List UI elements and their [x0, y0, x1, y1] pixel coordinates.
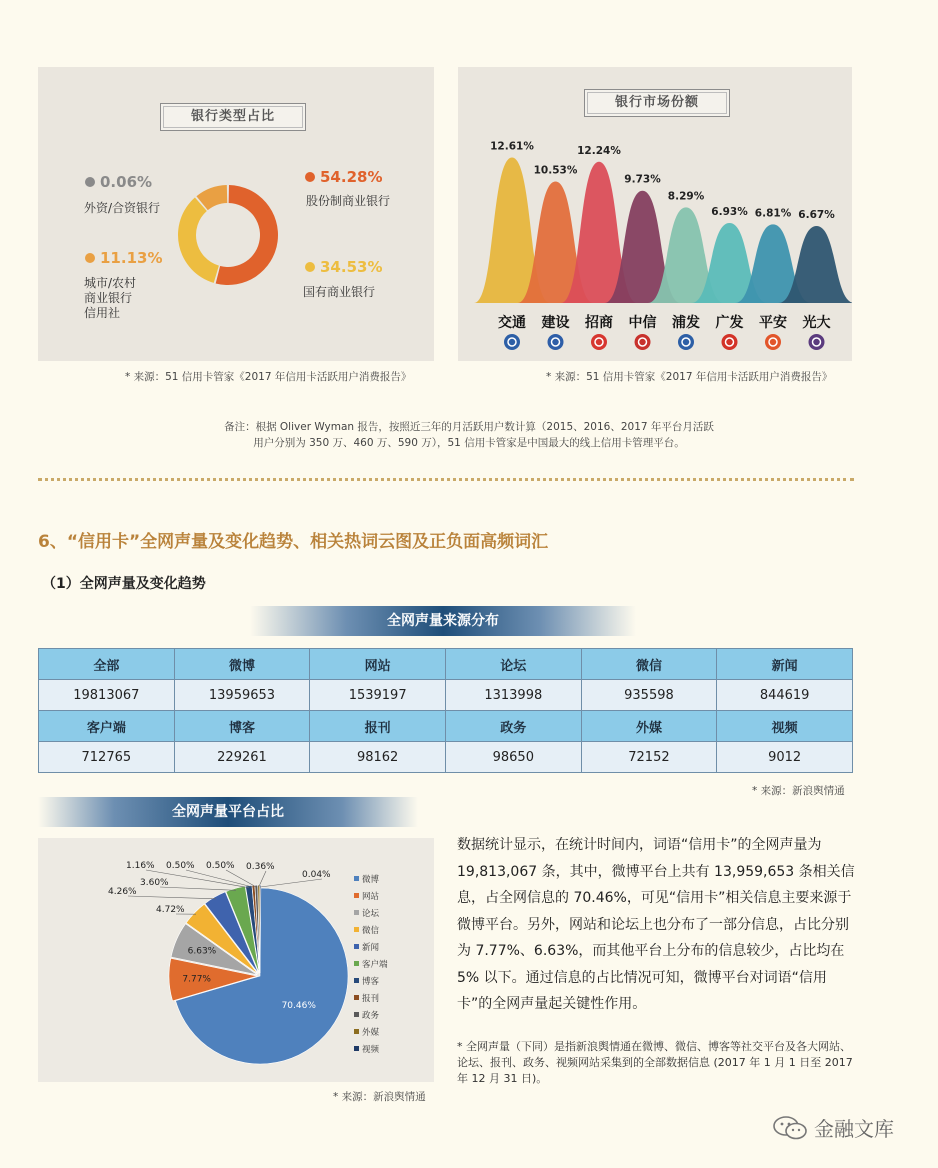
volume-table-banner: 全网声量来源分布 [250, 606, 636, 636]
bank-logo-icon [548, 334, 564, 350]
slice-percent-label: 11.13% [100, 249, 163, 267]
remark-line-2: 用户分别为 350 万、460 万、590 万），51 信用卡管家是中国最大的线上信用卡管理平台。 [253, 437, 685, 449]
pie-value-label: 4.72% [156, 905, 185, 915]
pie-value-label: 0.50% [206, 861, 235, 871]
legend-label: 客户端 [362, 960, 388, 970]
bank-logo-icon [722, 334, 738, 350]
table-header-cell: 客户端 [39, 711, 175, 742]
section-heading: 6、“信用卡”全网声量及变化趋势、相关热词云图及正负面高频词汇 [38, 532, 549, 552]
table-header-cell: 网站 [310, 649, 446, 680]
table-header-row [39, 711, 853, 742]
bank-logo-icon [591, 334, 607, 350]
bank-name-label: 浦发 [672, 315, 700, 331]
legend-label: 微博 [362, 875, 380, 885]
legend-label: 博客 [362, 977, 380, 987]
bank-name-label: 交通 [498, 315, 526, 331]
market-share-value-label: 6.93% [711, 206, 748, 219]
legend-label: 政务 [362, 1011, 380, 1021]
pie-value-label: 1.16% [126, 861, 155, 871]
bank-name-label: 光大 [802, 315, 831, 331]
legend-label: 新闻 [362, 943, 380, 953]
pie-leader-line [128, 896, 216, 899]
table-header-cell: 报刊 [310, 711, 446, 742]
market-share-value-label: 6.81% [754, 207, 792, 220]
legend-label: 网站 [362, 892, 380, 902]
table-header-cell: 微博 [174, 649, 310, 680]
bank-name-label: 中信 [628, 315, 657, 331]
table-header-cell: 微信 [581, 649, 717, 680]
bank-logo-icon [504, 334, 520, 350]
pie-value-label: 3.60% [140, 878, 169, 888]
table-row [39, 680, 853, 711]
market-share-value-label: 8.29% [667, 190, 705, 203]
market-share-chart [458, 67, 852, 361]
table-header-cell: 新闻 [717, 649, 853, 680]
bank-logo-icon [635, 334, 651, 350]
legend-dot [305, 172, 315, 182]
market-share-value-label: 9.73% [624, 173, 661, 186]
watermark-text: 金融文库 [814, 1117, 894, 1141]
bank-name-label: 招商 [585, 315, 613, 331]
slice-label: 外资/合资银行 [84, 201, 161, 215]
market-share-source: * 来源：51 信用卡管家《2017 年信用卡活跃用户消费报告》 [546, 371, 833, 383]
table-cell: 844619 [717, 680, 853, 711]
legend-swatch [354, 961, 359, 966]
platform-pie-source: * 来源：新浪舆情通 [333, 1091, 426, 1103]
remark-note [0, 419, 938, 451]
table-header-cell: 博客 [174, 711, 310, 742]
pie-leader-line [260, 879, 322, 887]
bank-logo-icon [809, 334, 825, 350]
platform-pie-banner: 全网声量平台占比 [38, 797, 418, 827]
bank-name-label: 广发 [715, 315, 744, 331]
table-header-cell: 外媒 [581, 711, 717, 742]
market-share-value-label: 12.24% [577, 144, 621, 157]
slice-label: 股份制商业银行 [306, 194, 391, 208]
slice-label: 国有商业银行 [303, 285, 376, 299]
legend-swatch [354, 927, 359, 932]
legend-swatch [354, 978, 359, 983]
footnote: * 全网声量（下同）是指新浪舆情通在微博、微信、博客等社交平台及各大网站、论坛、报刊、政务、视频网站采集到的全部数据信息 (2017 年 1 月 1 日至 2017 年 12 月 31 日)。 [457, 1040, 853, 1085]
table-cell: 1313998 [445, 680, 581, 711]
slice-label: 商业银行 [84, 291, 133, 305]
legend-label: 微信 [362, 926, 380, 936]
legend-label: 视频 [362, 1045, 380, 1055]
legend-dot [85, 177, 95, 187]
wechat-icon [772, 1115, 808, 1141]
legend-swatch [354, 876, 359, 881]
bank-name-label: 平安 [759, 315, 787, 331]
table-cell: 229261 [174, 742, 310, 773]
slice-percent-label: 34.53% [320, 258, 383, 276]
table-cell: 9012 [717, 742, 853, 773]
slice-percent-label: 54.28% [320, 168, 383, 186]
table-header-cell: 论坛 [445, 649, 581, 680]
legend-swatch [354, 1046, 359, 1051]
legend-swatch [354, 1029, 359, 1034]
donut-slice [178, 198, 219, 283]
analysis-paragraph: 数据统计显示，在统计时间内，词语“信用卡”的全网声量为 19,813,067 条，其中，微博平台上共有 13,959,653 条相关信息，占全网信息的 70.46%，可见“信用卡”相关信息主要来源于微博平台。另外，网站和论坛上也分布了一部分信息，占比分别为 7.77%、6.63%，而其他平台上分布的信息较少，占比均在 5% 以下。通过信息的占比情况可知，微博平台对词语“信用卡”的全网声量起关键性作用。 [457, 837, 855, 1012]
bank-name-label: 建设 [541, 315, 570, 331]
legend-swatch [354, 893, 359, 898]
bank-type-panel [38, 67, 434, 361]
table-cell: 712765 [39, 742, 175, 773]
legend-label: 报刊 [362, 994, 380, 1004]
table-header-row [39, 649, 853, 680]
market-share-title: 银行市场份额 [584, 89, 730, 117]
table-cell: 72152 [581, 742, 717, 773]
table-cell: 13959653 [174, 680, 310, 711]
market-share-value-label: 10.53% [533, 164, 578, 177]
legend-dot [305, 262, 315, 272]
pie-leader-line [259, 871, 266, 887]
pie-value-label: 0.04% [302, 870, 331, 880]
legend-swatch [354, 910, 359, 915]
table-header-cell: 政务 [445, 711, 581, 742]
table-cell: 1539197 [310, 680, 446, 711]
pie-value-label: 0.36% [246, 862, 275, 872]
pie-value-label: 6.63% [187, 946, 217, 957]
table-header-cell: 视频 [717, 711, 853, 742]
table-header-cell: 全部 [39, 649, 175, 680]
market-share-value-label: 6.67% [798, 209, 835, 222]
legend-dot [85, 253, 95, 263]
section-divider [38, 478, 854, 481]
pie-value-label: 7.77% [182, 974, 211, 985]
bank-logo-icon [678, 334, 694, 350]
table-cell: 98162 [310, 742, 446, 773]
bank-type-source: * 来源：51 信用卡管家《2017 年信用卡活跃用户消费报告》 [125, 371, 412, 383]
table-cell: 98650 [445, 742, 581, 773]
watermark [772, 1113, 894, 1142]
legend-swatch [354, 944, 359, 949]
pie-value-label: 4.26% [108, 887, 137, 897]
table-cell: 19813067 [39, 680, 175, 711]
bank-type-title: 银行类型占比 [160, 103, 306, 131]
bank-logo-icon [765, 334, 781, 350]
pie-value-label: 70.46% [281, 1001, 316, 1012]
slice-label: 信用社 [84, 306, 121, 320]
legend-swatch [354, 995, 359, 1000]
pie-leader-line [160, 887, 236, 890]
market-share-value-label: 12.61% [490, 140, 534, 153]
volume-table [38, 648, 853, 773]
legend-label: 外媒 [362, 1028, 380, 1038]
market-share-panel [458, 67, 852, 361]
table-row [39, 742, 853, 773]
slice-label: 城市/农村 [84, 276, 137, 290]
slice-percent-label: 0.06% [100, 173, 153, 191]
legend-label: 论坛 [362, 909, 380, 919]
pie-value-label: 0.50% [166, 861, 195, 871]
table-cell: 935598 [581, 680, 717, 711]
sub-heading: （1）全网声量及变化趋势 [42, 576, 206, 592]
volume-table-source: * 来源：新浪舆情通 [752, 785, 845, 797]
remark-line-1: 备注：根据 Oliver Wyman 报告，按照近三年的月活跃用户数计算（2015、2016、2017 年平台月活跃 [224, 421, 714, 433]
legend-swatch [354, 1012, 359, 1017]
bank-type-donut [38, 67, 434, 361]
platform-pie-chart [38, 838, 434, 1082]
platform-pie-panel [38, 838, 434, 1082]
